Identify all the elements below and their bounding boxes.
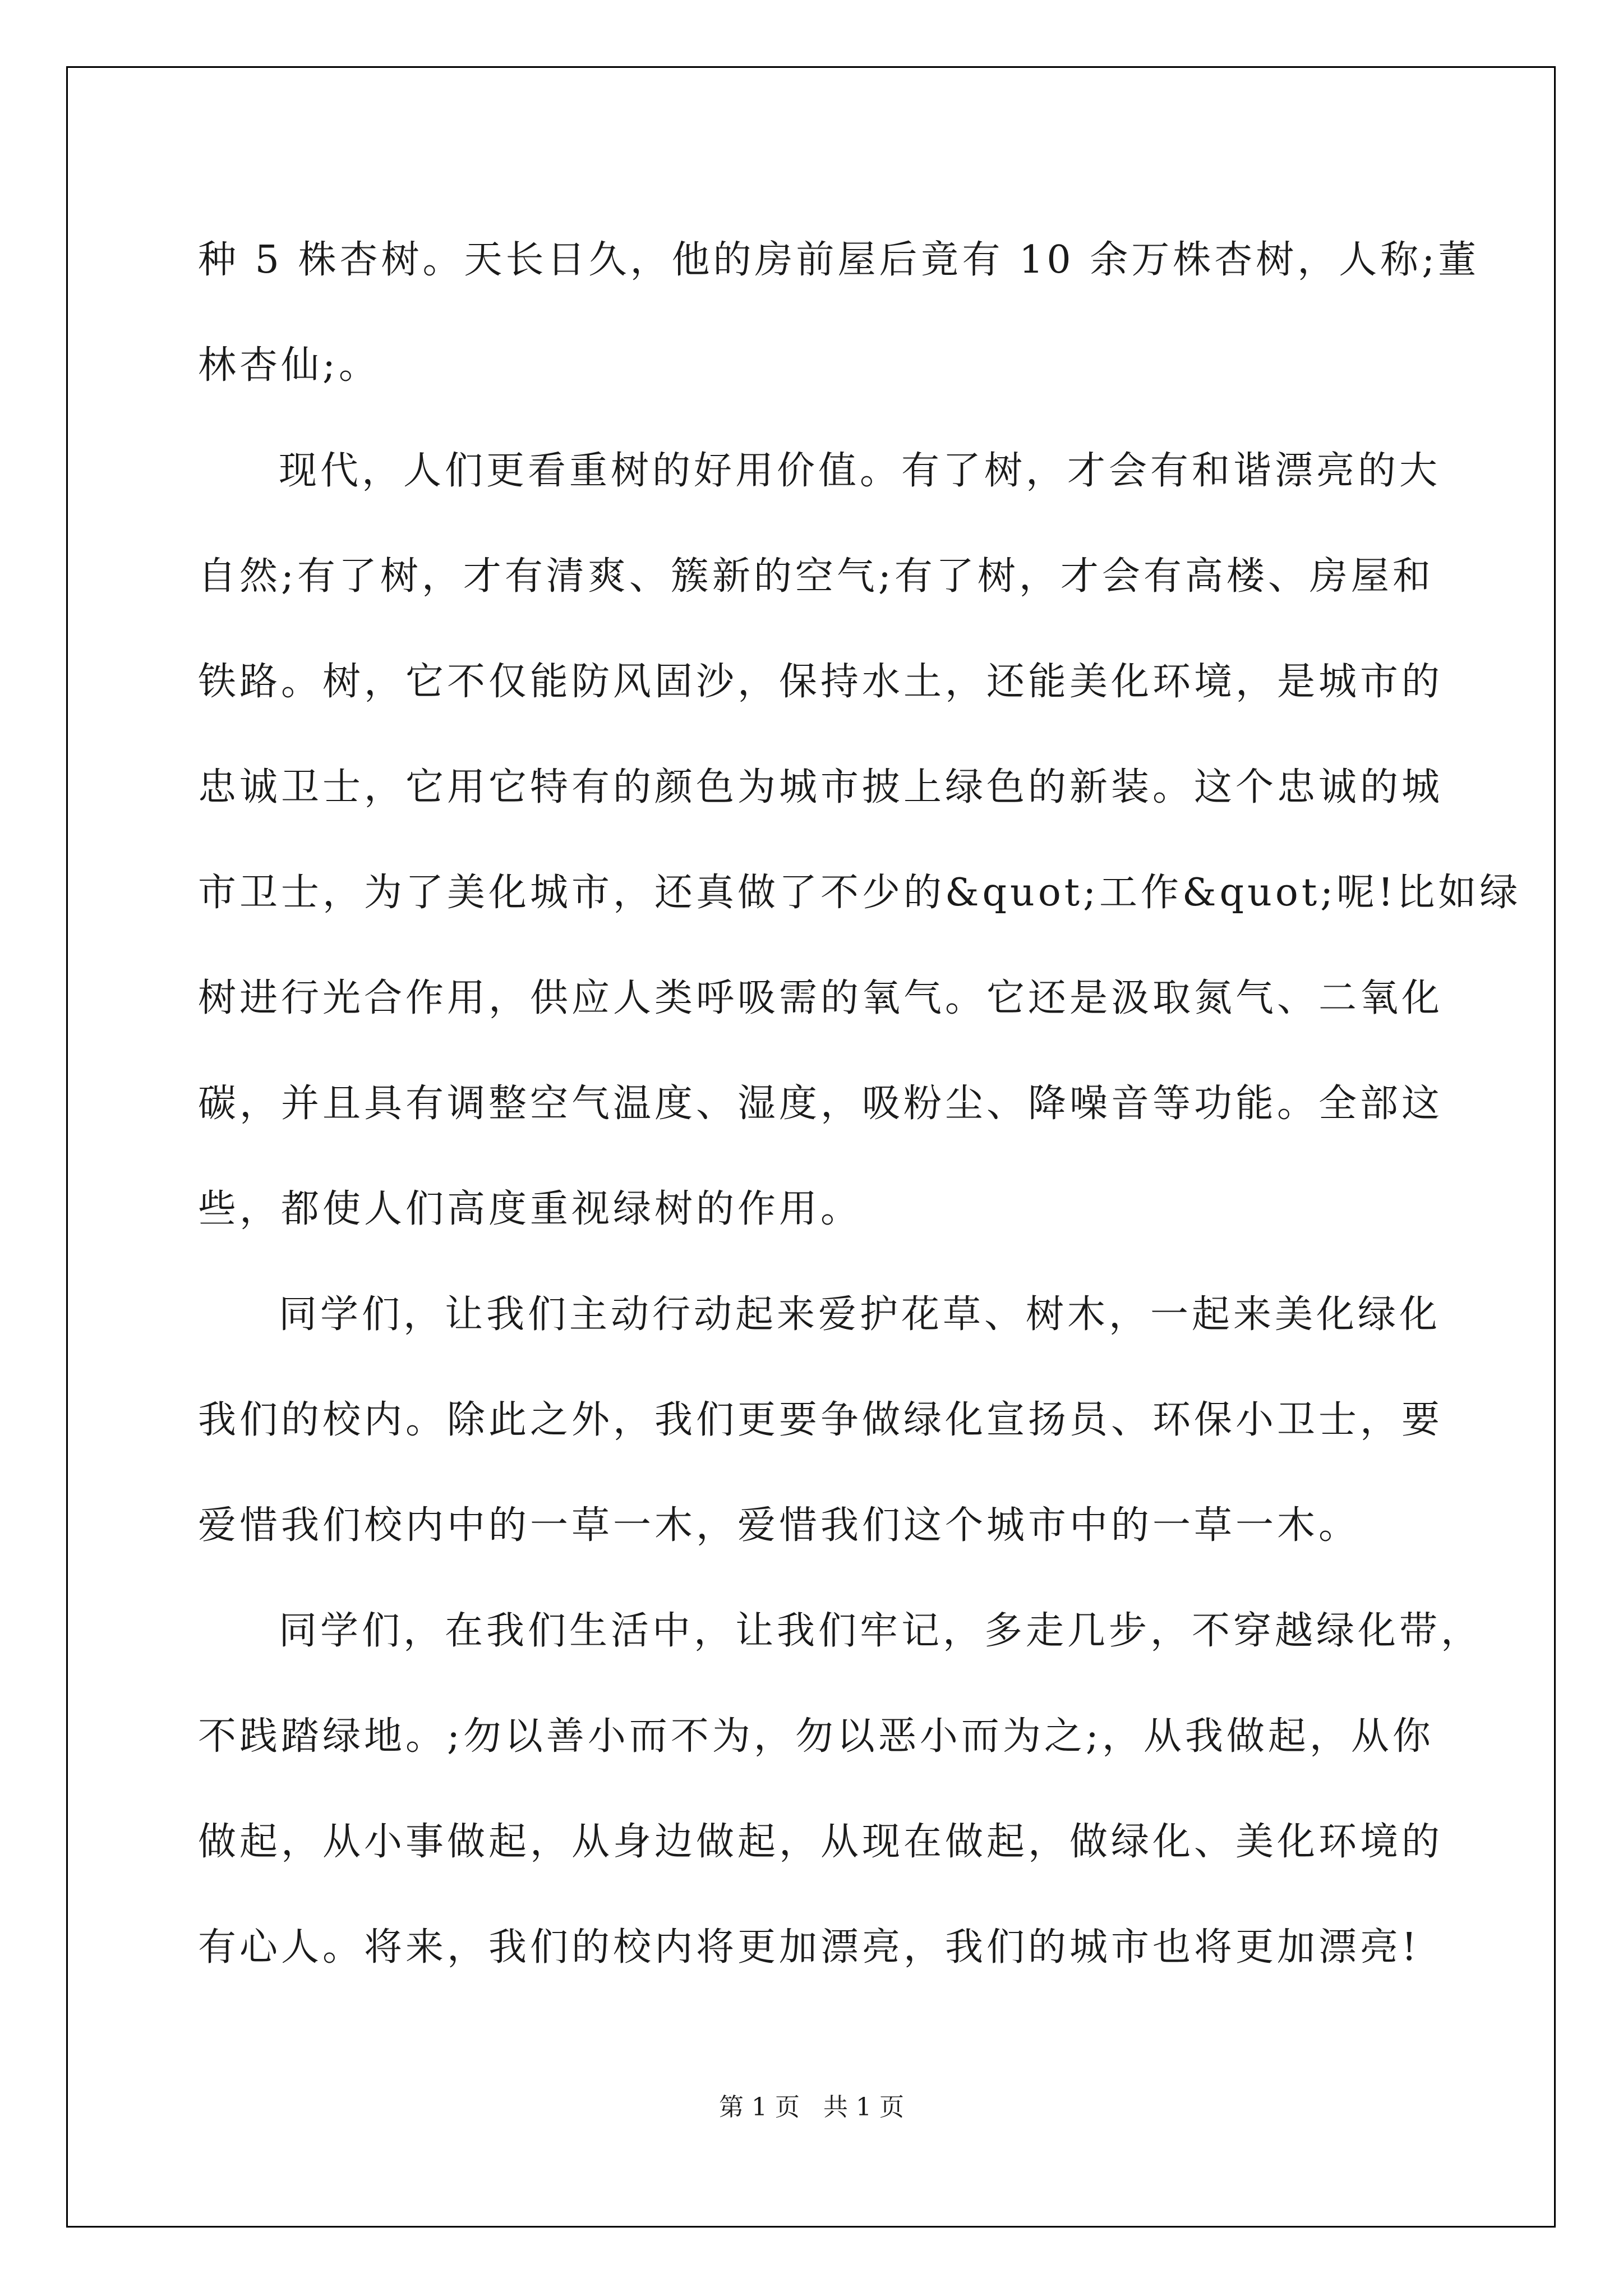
- text-line: 种 5 株杏树。天长日久，他的房前屋后竟有 10 余万株杏树，人称;董: [198, 238, 1480, 282]
- document-body: [198, 208, 1521, 2000]
- text-line: 爱惜我们校内中的一草一木，爱惜我们这个城市中的一草一木。: [198, 1503, 1361, 1548]
- text-line: 不践踏绿地。;勿以善小而不为，勿以恶小而为之;，从我做起，从你: [198, 1714, 1434, 1759]
- text-line: 忠诚卫士，它用它特有的颜色为城市披上绿色的新装。这个忠诚的城: [198, 765, 1444, 809]
- paragraph-first-line: 现代，人们更看重树的好用价值。有了树，才会有和谐漂亮的大: [279, 449, 1441, 493]
- page-footer: [0, 2087, 1623, 2123]
- text-line: 有心人。将来，我们的校内将更加漂亮，我们的城市也将更加漂亮!: [198, 1925, 1421, 1970]
- paragraph-first-line: 同学们，让我们主动行动起来爱护花草、树木，一起来美化绿化: [279, 1292, 1441, 1337]
- text-line: 碳，并且具有调整空气温度、湿度，吸粉尘、降噪音等功能。全部这: [198, 1082, 1444, 1126]
- text-line: 做起，从小事做起，从身边做起，从现在做起，做绿化、美化环境的: [198, 1820, 1444, 1864]
- text-line: 我们的校内。除此之外，我们更要争做绿化宣扬员、环保小卫士，要: [198, 1398, 1444, 1442]
- text-line: 自然;有了树，才有清爽、簇新的空气;有了树，才会有高楼、房屋和: [198, 554, 1434, 599]
- text-line: 林杏仙;。: [198, 343, 380, 388]
- text-line: 铁路。树，它不仅能防风固沙，保持水土，还能美化环境，是城市的: [198, 660, 1444, 704]
- page-number-label: 第 1 页 共 1 页: [719, 2093, 904, 2122]
- text-line: 市卫士，为了美化城市，还真做了不少的&quot;工作&quot;呢!比如绿: [198, 871, 1521, 915]
- text-line: 些，都使人们高度重视绿树的作用。: [198, 1187, 863, 1231]
- text-line: 树进行光合作用，供应人类呼吸需的氧气。它还是汲取氮气、二氧化: [198, 976, 1444, 1020]
- paragraph-first-line: 同学们，在我们生活中，让我们牢记，多走几步，不穿越绿化带，: [279, 1609, 1483, 1653]
